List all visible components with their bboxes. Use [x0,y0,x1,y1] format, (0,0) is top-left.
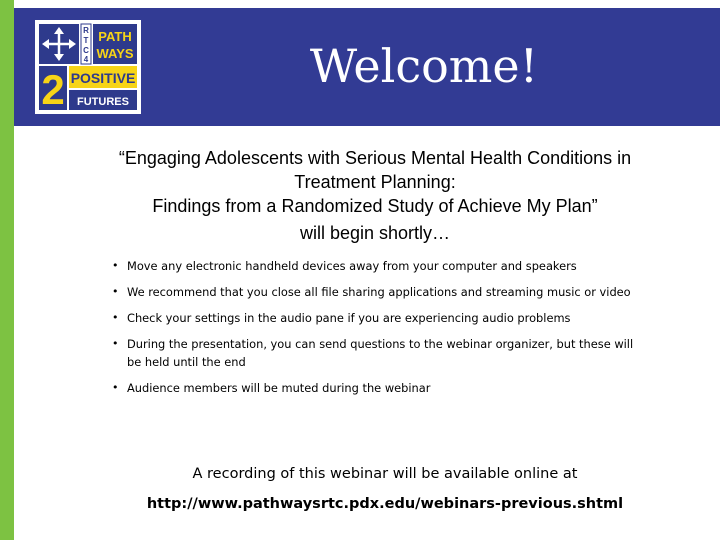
logo-word-path: PATH [98,29,132,44]
bullet-icon: • [112,381,119,394]
bullet-icon: • [112,259,119,272]
header-banner [14,8,720,126]
title-line-3: Findings from a Randomized Study of Achieve My Plan” [152,196,598,216]
instruction-text: Move any electronic handheld devices away from your computer and speakers [127,259,577,273]
pathways-logo [35,20,141,114]
logo-letter-c: C [83,46,89,55]
bullet-icon: • [112,311,119,324]
logo-word-ways: WAYS [96,46,134,61]
instruction-text: We recommend that you close all file sharing applications and streaming music or video [127,285,631,299]
logo-letter-t: T [83,36,89,45]
instruction-item [112,257,642,275]
bullet-icon: • [112,337,119,350]
presentation-title [50,146,700,245]
recording-url-link[interactable]: http://www.pathwaysrtc.pdx.edu/webinars-previous.shtml [146,496,624,512]
logo-letter-4: 4 [83,55,89,64]
recording-notice: A recording of this webinar will be available online at [192,466,578,482]
instruction-item [112,335,642,371]
bullet-icon: • [112,285,119,298]
welcome-heading: Welcome! [309,39,539,93]
title-line-2: Treatment Planning: [294,172,456,192]
logo-letter-r: R [83,26,89,35]
title-line-1: “Engaging Adolescents with Serious Mental Health Conditions in [118,148,632,168]
logo-word-futures: FUTURES [77,96,129,108]
logo-numeral-2: 2 [41,66,65,113]
instruction-text: Audience members will be muted during the webinar [127,381,431,395]
left-accent-bar [0,0,14,540]
logo-word-positive: POSITIVE [70,70,136,86]
instruction-text: During the presentation, you can send questions to the webinar organizer, but these will be held until the end [127,337,634,369]
instruction-item [112,283,642,301]
instructions-list [112,257,642,405]
pathways-logo-graphic [35,20,141,114]
instruction-item [112,379,642,397]
instruction-item [112,309,642,327]
instruction-text: Check your settings in the audio pane if you are experiencing audio problems [127,311,571,325]
begin-shortly-text: will begin shortly… [299,223,451,243]
